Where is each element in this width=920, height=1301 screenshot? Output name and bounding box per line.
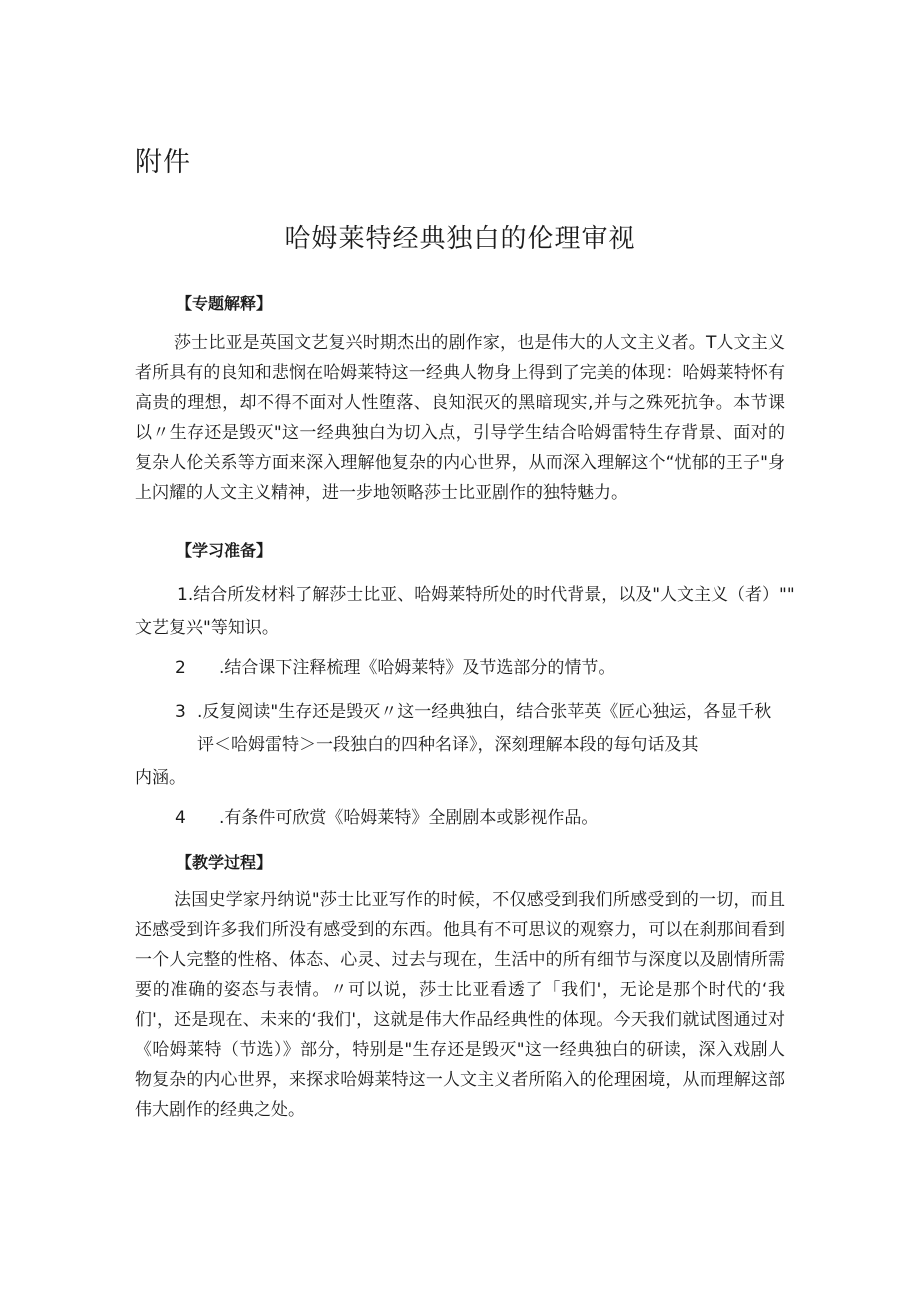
process-paragraph: 法国史学家丹纳说"莎士比亚写作的时候，不仅感受到我们所感受到的一切，而且还感受到许多我们所没有感受到的东西。他具有不可思议的观察力，可以在刹那间看到一个人完整的性格、体态、心灵、过去与现在，生活中的所有细节与深度以及剧情所需要的准确的姿态与表情。〃可以说，莎士比亚看透了「我们'，无论是那个时代的‘我们'，还是现在、未来的‘我们'，这就是伟大作品经典性的体现。今天我们就试图通过对《哈姆莱特（节选）》部分，特别是"生存还是毁灭"这一经典独白的研读，深入戏剧人物复杂的内心世界，来探求哈姆莱特这一人文主义者所陷入的伦理困境，从而理解这部伟大剧作的经典之处。 xyxy=(135,890,785,1120)
item-text: .反复阅读"生存还是毁灭〃这一经典独白，结合张苹英《匠心独运，各显千秋 xyxy=(197,702,772,722)
item-number: 1 xyxy=(177,585,188,605)
item-number: 4 xyxy=(175,808,186,828)
item-number: 2 xyxy=(175,658,186,678)
section-heading-prep: 【学习准备】 xyxy=(176,541,273,560)
topic-paragraph: 莎士比亚是英国文艺复兴时期杰出的剧作家，也是伟大的人文主义者。T人文主义者所具有的良知和悲悯在哈姆莱特这一经典人物身上得到了完美的体现：哈姆莱特怀有高贵的理想，却不得不面对人性堕落、良知泯灭的黑暗现实,并与之殊死抗争。本节课以〃生存还是毁灭"这一经典独白为切入点，引导学生结合哈姆雷特生存背景、面对的复杂人伦关系等方面来深入理解他复杂的内心世界，从而深入理解这个“忧郁的王子"身上闪耀的人文主义精神，进一步地领略莎士比亚剧作的独特魅力。 xyxy=(135,333,785,503)
attachment-label: 附件 xyxy=(135,147,191,178)
item-text-continued: 评＜哈姆雷特＞一段独白的四种名译》，深刻理解本段的每句话及其 xyxy=(197,735,699,755)
item-number: 3 xyxy=(175,702,186,722)
item-text: .结合课下注释梳理《哈姆莱特》及节选部分的情节。 xyxy=(219,658,616,678)
item-text-continued: 文艺复兴"等知识。 xyxy=(135,618,279,638)
item-text: .结合所发材料了解莎士比亚、哈姆莱特所处的时代背景，以及"人文主义（者）"" xyxy=(187,585,795,605)
section-heading-process: 【教学过程】 xyxy=(176,853,273,872)
item-text-continued: 内涵。 xyxy=(135,768,186,788)
document-title: 哈姆莱特经典独白的伦理审视 xyxy=(284,224,636,254)
item-text: .有条件可欣赏《哈姆莱特》全剧剧本或影视作品。 xyxy=(219,808,599,828)
section-heading-topic: 【专题解释】 xyxy=(176,294,273,313)
